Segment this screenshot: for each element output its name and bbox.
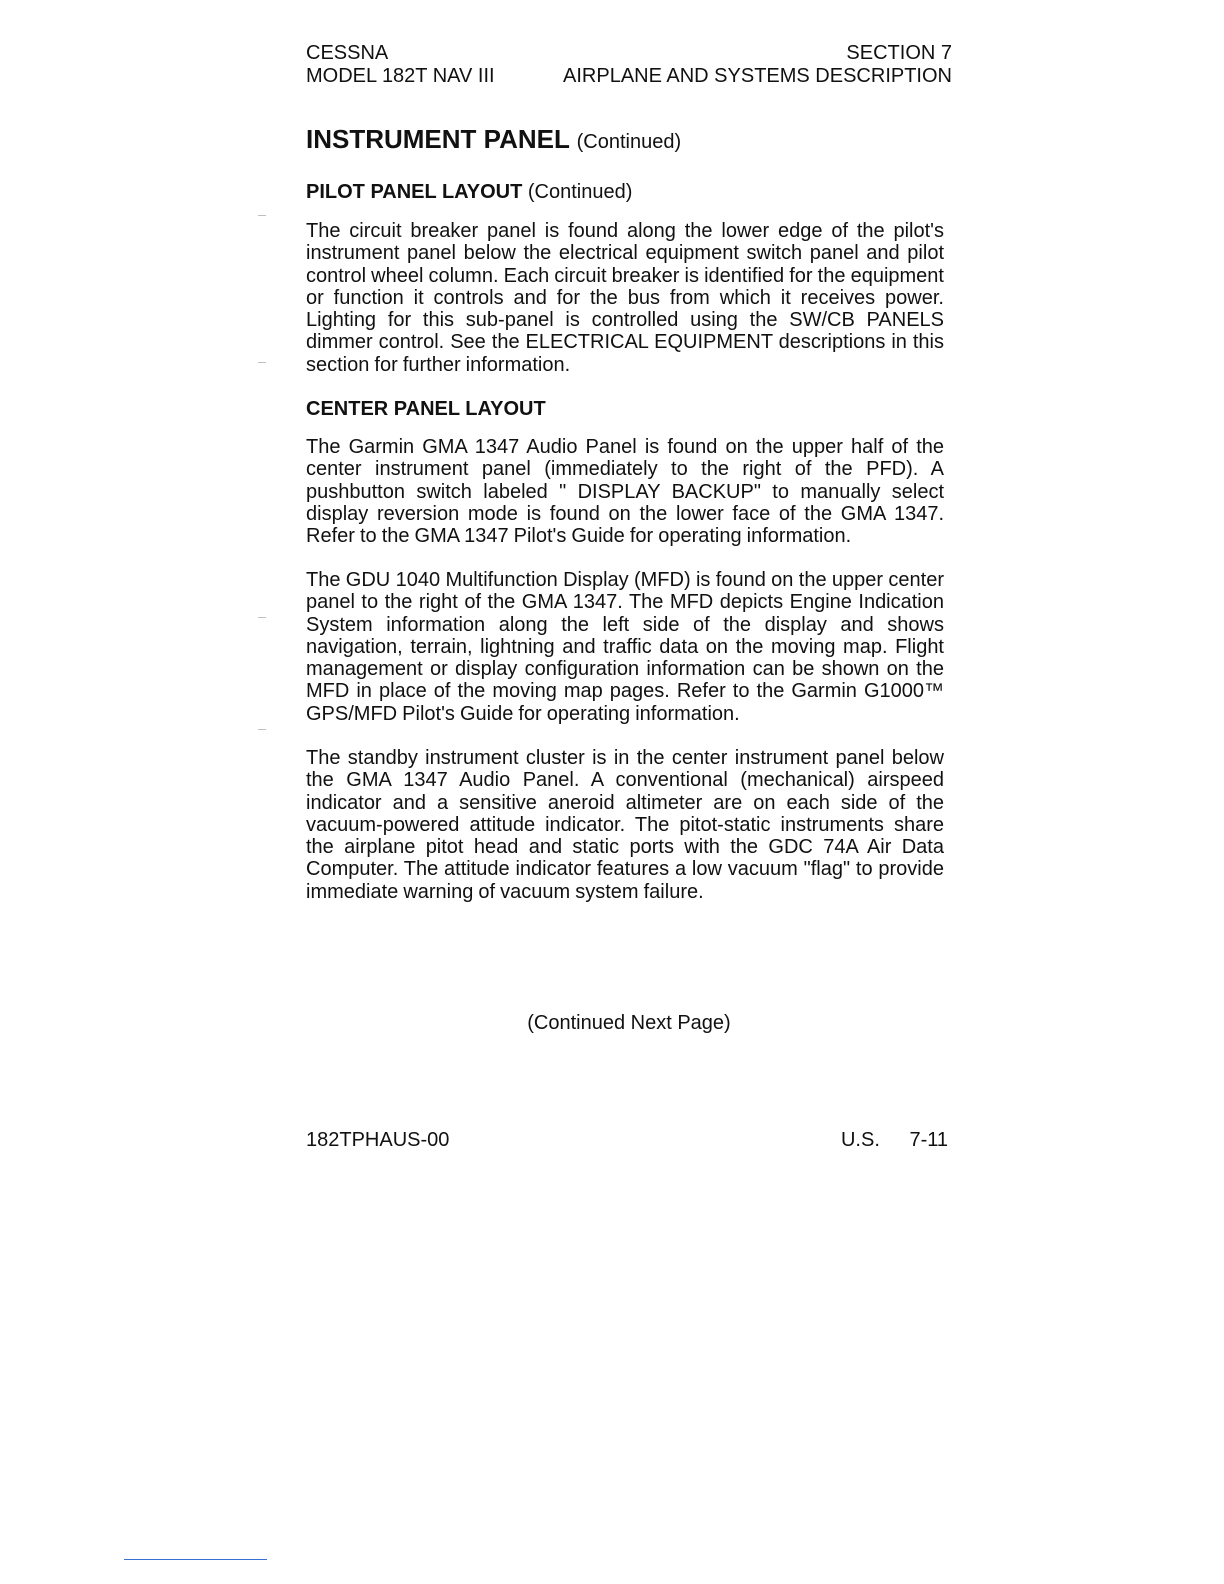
footer-right	[841, 1128, 948, 1152]
page-number: 7-11	[909, 1129, 948, 1151]
region-label: U.S.	[840, 1129, 880, 1151]
page-header	[306, 42, 952, 88]
margin-tick-mark	[258, 617, 266, 618]
section-title-text: INSTRUMENT PANEL	[306, 124, 570, 154]
header-row-2	[306, 65, 952, 88]
model-label: MODEL 182T NAV III	[306, 65, 495, 87]
audio-panel-paragraph: The Garmin GMA 1347 Audio Panel is found on the upper half of the center instrument panel (immediately to the right of the PFD). A pushbutton switch labeled " DISPLAY BACKUP" to manually select display reversion mode is found on the lower face of the GMA 1347. Refer to the GMA 1347 Pilot's Guide for operating information.	[306, 436, 944, 548]
pilot-panel-heading-suffix: (Continued)	[527, 181, 633, 203]
bottom-rule-line	[124, 1559, 267, 1560]
pilot-panel-heading	[306, 180, 632, 204]
margin-tick-mark	[258, 729, 266, 730]
section-name: AIRPLANE AND SYSTEMS DESCRIPTION	[563, 65, 952, 87]
header-row-1	[306, 42, 952, 65]
pilot-panel-heading-text: PILOT PANEL LAYOUT	[306, 181, 523, 203]
continued-next-page: (Continued Next Page)	[527, 1012, 731, 1034]
standby-instruments-paragraph: The standby instrument cluster is in the center instrument panel below the GMA 1347 Audio Panel. A conventional (mechanical) airspeed indicator and a sensitive aneroid altimeter are on each side of the vacuum-powered attitude indicator. The pitot-static instruments share the airplane pitot head and static ports with the GDC 74A Air Data Computer. The attitude indicator features a low vacuum "flag" to provide immediate warning of vacuum system failure.	[306, 747, 944, 903]
section-number: SECTION 7	[846, 42, 952, 64]
manufacturer-label: CESSNA	[306, 42, 389, 64]
center-panel-heading-text: CENTER PANEL LAYOUT	[306, 398, 546, 420]
margin-tick-mark	[258, 215, 266, 216]
mfd-paragraph: The GDU 1040 Multifunction Display (MFD) is found on the upper center panel to the right of the GMA 1347. The MFD depicts Engine Indication System information along the left side of the display and shows navigation, terrain, lightning and traffic data on the moving map. Flight management or display configuration information can be shown on the MFD in place of the moving map pages. Refer to the Garmin G1000™ GPS/MFD Pilot's Guide for operating information.	[306, 569, 944, 725]
page-footer	[306, 1128, 948, 1152]
pilot-panel-paragraph: The circuit breaker panel is found along the lower edge of the pilot's instrument panel below the electrical equipment switch panel and pilot control wheel column. Each circuit breaker is identified for the equipment or function it controls and for the bus from which it receives power. Lighting for this sub-panel is controlled using the SW/CB PANELS dimmer control. See the ELECTRICAL EQUIPMENT descriptions in this section for further information.	[306, 220, 944, 376]
section-title-suffix: (Continued)	[576, 131, 682, 153]
section-title	[306, 124, 681, 157]
center-panel-heading	[306, 397, 546, 421]
margin-tick-mark	[258, 362, 266, 363]
document-id: 182TPHAUS-00	[306, 1129, 450, 1151]
